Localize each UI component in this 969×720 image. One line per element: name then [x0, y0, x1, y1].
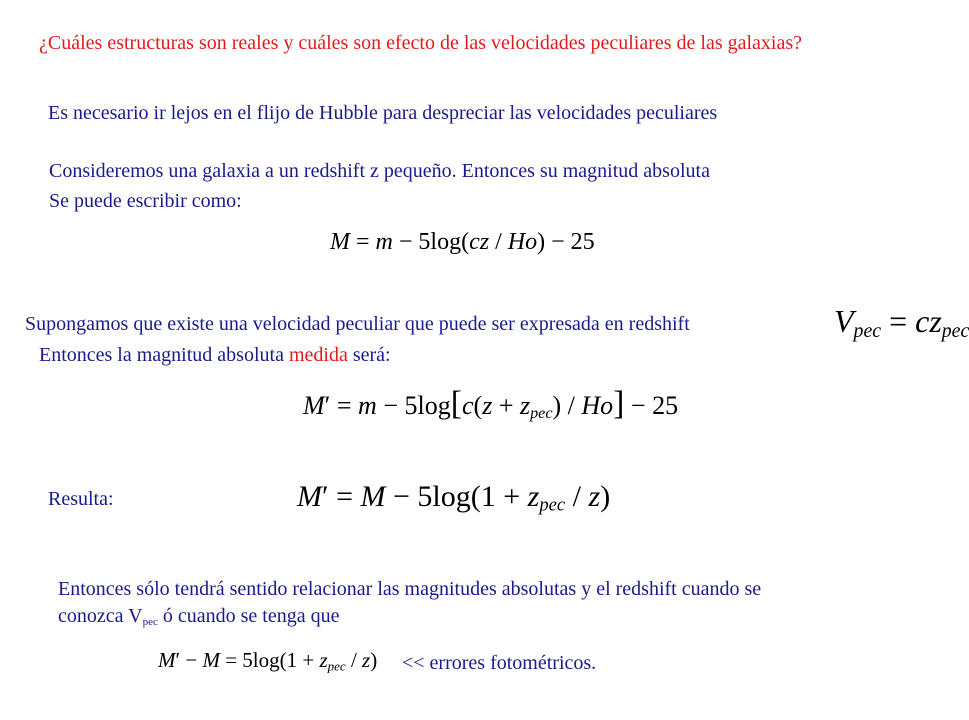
measured-text-start: Entonces la magnitud absoluta [39, 344, 289, 366]
vpec-text-start: conozca V [58, 605, 143, 627]
result-label: Resulta: [48, 488, 114, 510]
vpec-condition-text [58, 604, 339, 634]
meaning-text: Entonces sólo tendrá sentido relacionar las magnitudes absolutas y el redshift cuando se [58, 578, 762, 600]
vpec-subscript: pec [142, 616, 158, 628]
equation-measured-magnitude: $M' = m - 5\log[c(z + z_{pec}) / Ho] - 25$ [303, 385, 679, 423]
vpec-text-end: ó cuando se tenga que [157, 605, 340, 627]
equation-result: $M' = M - 5\log(1 + z_{pec} / z)$ [297, 480, 611, 516]
can-be-written-text: Se puede escribir como: [49, 190, 242, 212]
equation-absolute-magnitude: M = m − 5log(cz / Ho) − 25 [330, 229, 595, 255]
consider-galaxy-text: Consideremos una galaxia a un redshift z pequeño. Entonces su magnitud absoluta [49, 160, 710, 182]
hubble-flow-text: Es necesario ir lejos en el flijo de Hubble para despreciar las velocidades peculiares [48, 102, 718, 124]
equation-vpec: $V_{pec} = cz_{pec}$ [834, 303, 969, 342]
photometric-errors-text: << errores fotométricos. [402, 652, 597, 674]
peculiar-velocity-text: Supongamos que existe una velocidad peculiar que puede ser expresada en redshift [25, 313, 690, 335]
measured-text-end: será: [347, 344, 391, 366]
measured-word: medida [288, 344, 348, 366]
question-heading: ¿Cuáles estructuras son reales y cuáles son efecto de las velocidades peculiares de las galaxias? [39, 32, 803, 54]
measured-magnitude-text [39, 343, 391, 367]
equation-condition: $M' - M = 5\log(1 + z_{pec} / z)$ [158, 648, 378, 674]
